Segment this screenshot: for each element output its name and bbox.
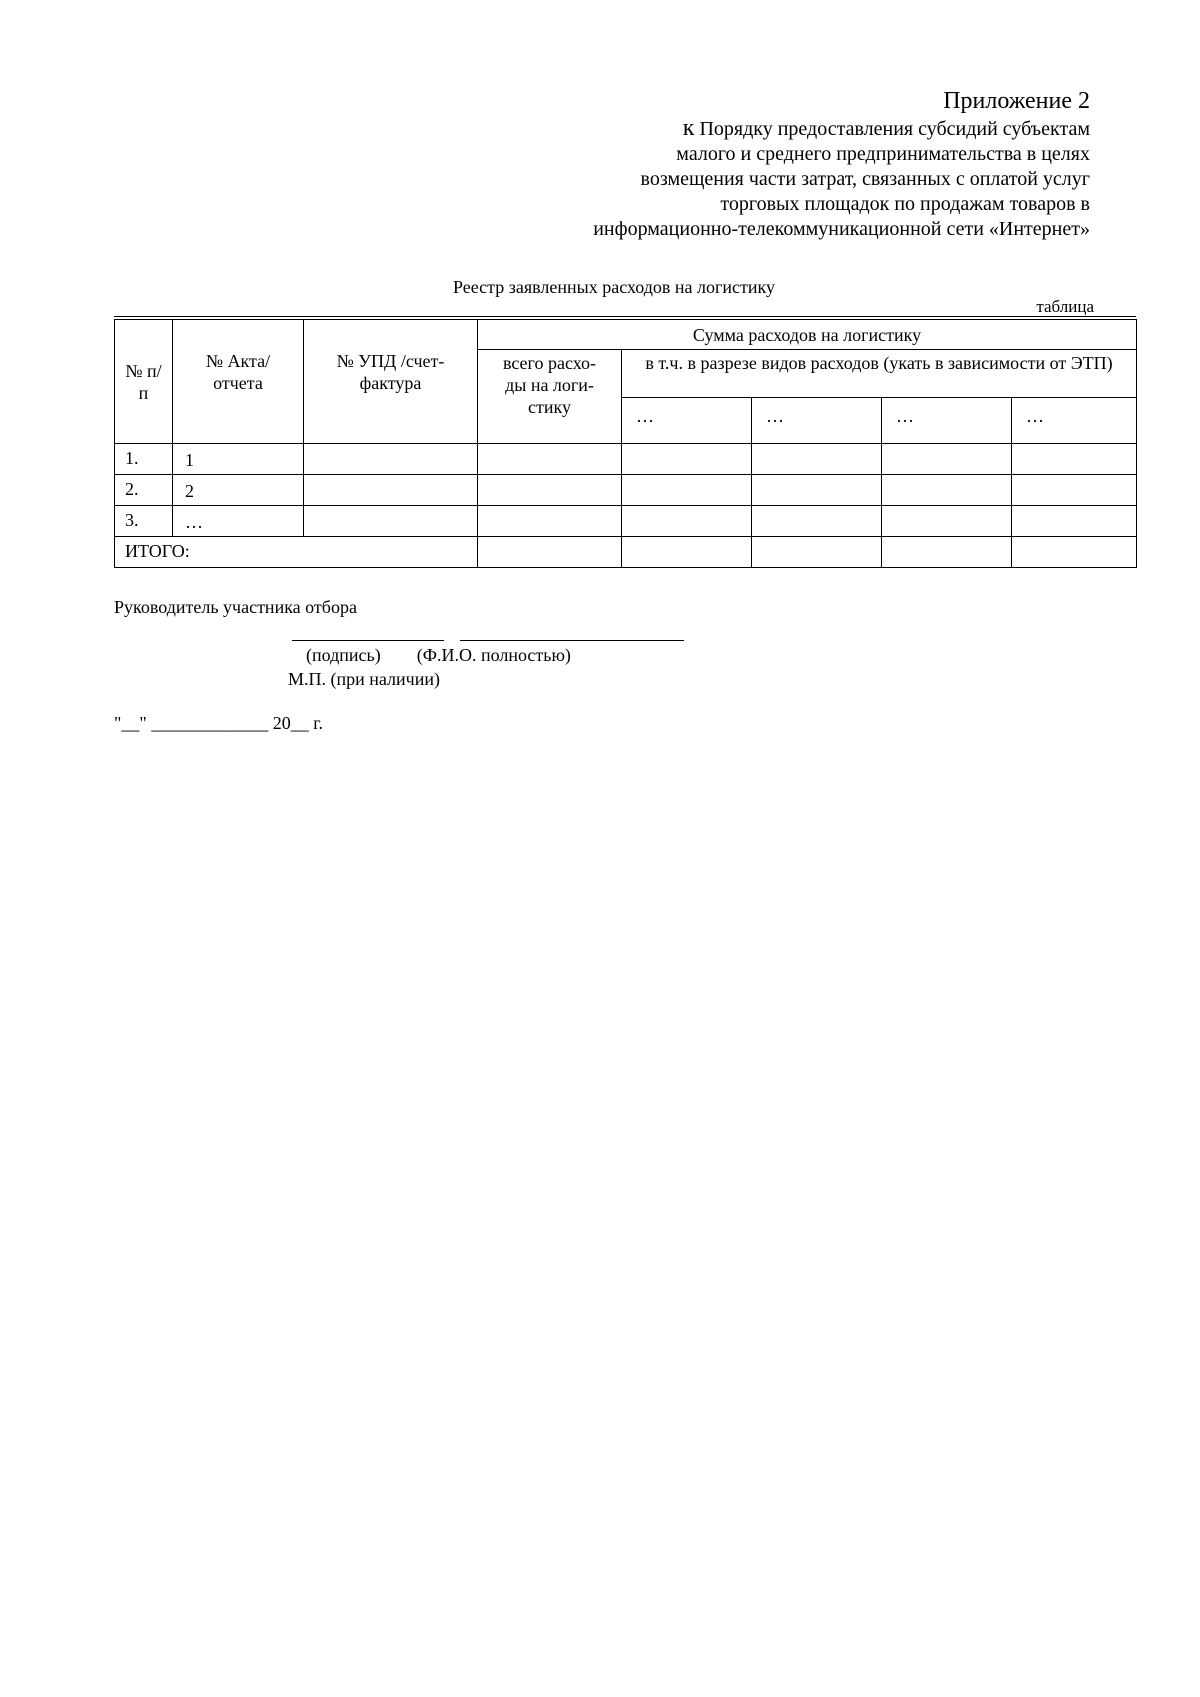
row-cell [1012,475,1137,506]
total-cell [622,537,752,568]
header-upd [304,320,478,444]
header-num [115,320,173,444]
row-cell [752,506,882,537]
table-caption: таблица [1036,297,1094,316]
row-cell [304,475,478,506]
header-by-type: в т.ч. в разрезе видов расходов (укать в зависимости от ЭТП) [622,350,1137,398]
signature-head: Руководитель участника отбора [114,597,357,617]
caption-underline [114,316,1136,317]
row-cell [1012,444,1137,475]
header-total-col [478,350,622,444]
appendix-subtitle [593,116,1090,242]
table-total-row [115,537,1137,568]
appendix-line: информационно-телекоммуникационной сети «Интернет» [593,218,1090,240]
fio-underline [460,640,684,641]
row-cell [752,444,882,475]
row-cell [882,475,1012,506]
row-num: 3. [115,506,173,537]
total-cell [478,537,622,568]
row-cell [1012,506,1137,537]
row-cell [304,444,478,475]
row-cell [478,475,622,506]
row-cell [622,475,752,506]
header-upd-label: № УПД /счет-фактура [336,351,445,393]
appendix-header [593,86,1090,242]
signature-captions [306,644,571,666]
header-total-col-label: всего расхо-ды на логи-стику [502,353,597,417]
total-cell [1012,537,1137,568]
header-act-label: № Акта/ отчета [205,351,271,393]
row-num: 1. [115,444,173,475]
row-cell [882,506,1012,537]
appendix-line: торговых площадок по продажам товаров в [720,193,1090,215]
appendix-line: возмещения части затрат, связанных с оплатой услуг [640,168,1090,190]
table-header-row [115,320,1137,350]
row-cell [882,444,1012,475]
table-caption-row [114,296,1136,318]
row-act: 2 [173,475,304,506]
appendix-title: Приложение 2 [943,88,1090,114]
table-row [115,475,1137,506]
total-cell [752,537,882,568]
registry-table [114,319,1137,568]
signature-underline [292,640,444,641]
header-sub-col: … [752,398,882,444]
row-act: … [173,506,304,537]
stamp-note: М.П. (при наличии) [288,669,440,689]
row-act: 1 [173,444,304,475]
row-cell [752,475,882,506]
header-sub-col: … [882,398,1012,444]
appendix-line: к Порядку предоставления субсидий субъектам [682,115,1090,141]
header-sum-group: Сумма расходов на логистику [478,320,1137,350]
row-cell [304,506,478,537]
header-sub-col: … [622,398,752,444]
row-cell [478,506,622,537]
total-label: ИТОГО: [115,537,478,568]
appendix-line: малого и среднего предпринимательства в целях [676,143,1090,165]
total-cell [882,537,1012,568]
header-act [173,320,304,444]
row-cell [622,506,752,537]
sign-caption: (подпись) [306,645,381,665]
registry-title: Реестр заявленных расходов на логистику [452,277,776,297]
signature-lines [292,620,684,644]
header-sub-col: … [1012,398,1137,444]
header-num-label: № п/п [125,360,162,403]
fio-caption: (Ф.И.О. полностью) [416,645,571,665]
date-line: "__" _____________ 20__ г. [114,713,324,733]
row-cell [478,444,622,475]
table-row [115,506,1137,537]
row-num: 2. [115,475,173,506]
table-row [115,444,1137,475]
row-cell [622,444,752,475]
